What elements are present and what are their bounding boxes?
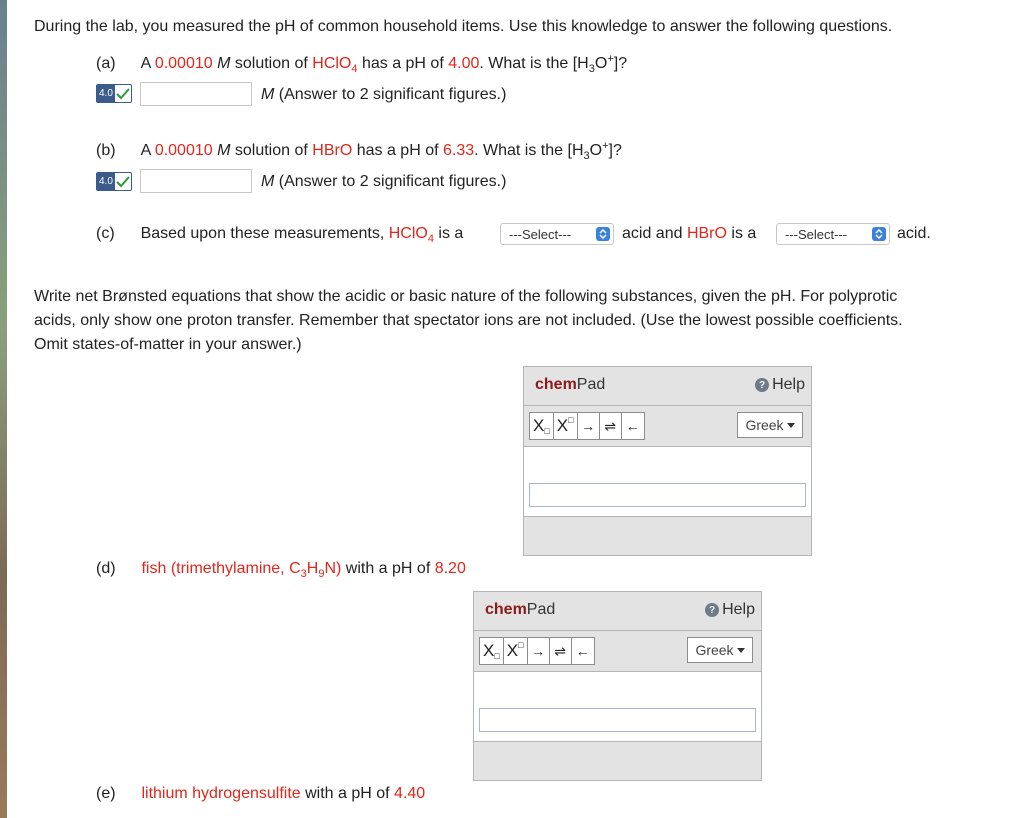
ph-value: 8.20 (434, 560, 466, 577)
part-d-label: (d) (96, 560, 116, 577)
part-e-label: (e) (96, 785, 116, 802)
part-c-label: (c) (96, 225, 115, 242)
acid-name: HBrO (686, 225, 727, 242)
left-edge-strip (0, 0, 7, 818)
subscript-button[interactable]: X □ (530, 413, 554, 439)
checkmark-icon (115, 85, 131, 102)
ph-value: 4.00 (448, 55, 480, 72)
part-a-label: (a) (96, 55, 116, 72)
question-c: (c) Based upon these measurements, HClO$_4$ is a (96, 225, 464, 245)
part-b-label: (b) (96, 142, 116, 159)
ph-value: 6.33 (442, 142, 475, 159)
acid-strength-select-1[interactable]: ---Select--- (500, 223, 614, 245)
chempad-header (474, 592, 761, 631)
score-badge: 4.0 (96, 172, 132, 191)
dropdown-triangle-icon (787, 423, 795, 428)
concentration-value: 0.00010 (154, 55, 213, 72)
chempad-toolbar (474, 631, 761, 672)
superscript-button[interactable]: X □ (504, 638, 528, 664)
chempad-d (473, 591, 762, 781)
help-button[interactable]: ? Help (755, 376, 805, 394)
select-arrows-icon (596, 227, 610, 241)
question-d: (d) fish (trimethylamine, $C_3H_9N$) with a pH of 8.20 (96, 560, 466, 580)
substance-name: fish (trimethylamine, $C_3H_9N$) (141, 560, 342, 580)
question-c-end: acid. (897, 225, 931, 242)
chempad-body (474, 672, 761, 742)
question-a: (a) A 0.00010 M solution of HClO$_4$ has a pH of 4.00. What is the $[H_3O^+]$? (96, 53, 628, 75)
greek-dropdown[interactable]: Greek (687, 637, 753, 663)
equation-input-e[interactable] (479, 708, 756, 732)
ph-value: 4.40 (394, 785, 426, 802)
acid-name: HClO$_4$ (388, 225, 434, 245)
question-circle-icon: ? (705, 603, 719, 617)
chempad-footer (524, 517, 811, 555)
concentration-value: 0.00010 (154, 142, 213, 159)
acid-name: HClO$_4$ (312, 55, 358, 75)
chempad-title: chemPad (485, 601, 556, 618)
equilibrium-arrow-button[interactable]: ⇌ (600, 413, 622, 439)
acid-name: HBrO (312, 142, 353, 159)
reverse-arrow-button[interactable]: ← (575, 643, 590, 659)
equilibrium-arrow-button[interactable]: ⇌ (550, 638, 572, 664)
score-badge: 4.0 (96, 84, 132, 103)
intro-text: During the lab, you measured the pH of common household items. Use this knowledge to answer the following questions. (34, 18, 893, 35)
greek-dropdown[interactable]: Greek (737, 412, 803, 438)
chempad-header (524, 367, 811, 406)
question-circle-icon: ? (755, 378, 769, 392)
equation-input-d[interactable] (529, 483, 806, 507)
chempad-footer (474, 742, 761, 780)
question-e: (e) lithium hydrogensulfite with a pH of 4.40 (96, 785, 426, 802)
answer-b-hint: M (Answer to 2 significant figures.) (261, 173, 507, 190)
answer-a-hint: M (Answer to 2 significant figures.) (261, 86, 507, 103)
reverse-arrow-button[interactable]: ← (625, 418, 640, 434)
answer-b-input[interactable] (140, 169, 252, 193)
select-arrows-icon (872, 227, 886, 241)
superscript-button[interactable]: X □ (554, 413, 578, 439)
question-b: (b) A 0.00010 M solution of HBrO has a pH of 6.33. What is the $[H_3O^+]$? (96, 140, 622, 162)
checkmark-icon (115, 173, 131, 190)
reaction-arrow-button[interactable]: → (578, 413, 600, 439)
dropdown-triangle-icon (737, 648, 745, 653)
answer-a-input[interactable] (140, 82, 252, 106)
help-button[interactable]: ? Help (705, 601, 755, 619)
chempad-toolbar (524, 406, 811, 447)
chempad-c (523, 366, 812, 556)
substance-name: lithium hydrogensulfite (141, 785, 301, 802)
reaction-arrow-button[interactable]: → (528, 638, 550, 664)
chempad-title: chemPad (535, 376, 606, 393)
acid-strength-select-2[interactable]: ---Select--- (776, 223, 890, 245)
question-c-middle: acid and HBrO is a (622, 225, 757, 242)
subscript-button[interactable]: X □ (480, 638, 504, 664)
chempad-body (524, 447, 811, 517)
instructions: Write net Brønsted equations that show the acidic or basic nature of the following substances, given the pH. For polyprotic acids, only show one proton transfer. Remember that spectator ions are not included. (Use the lowest possible coefficients. Omit states-of-matter in your answer.) (34, 288, 903, 353)
